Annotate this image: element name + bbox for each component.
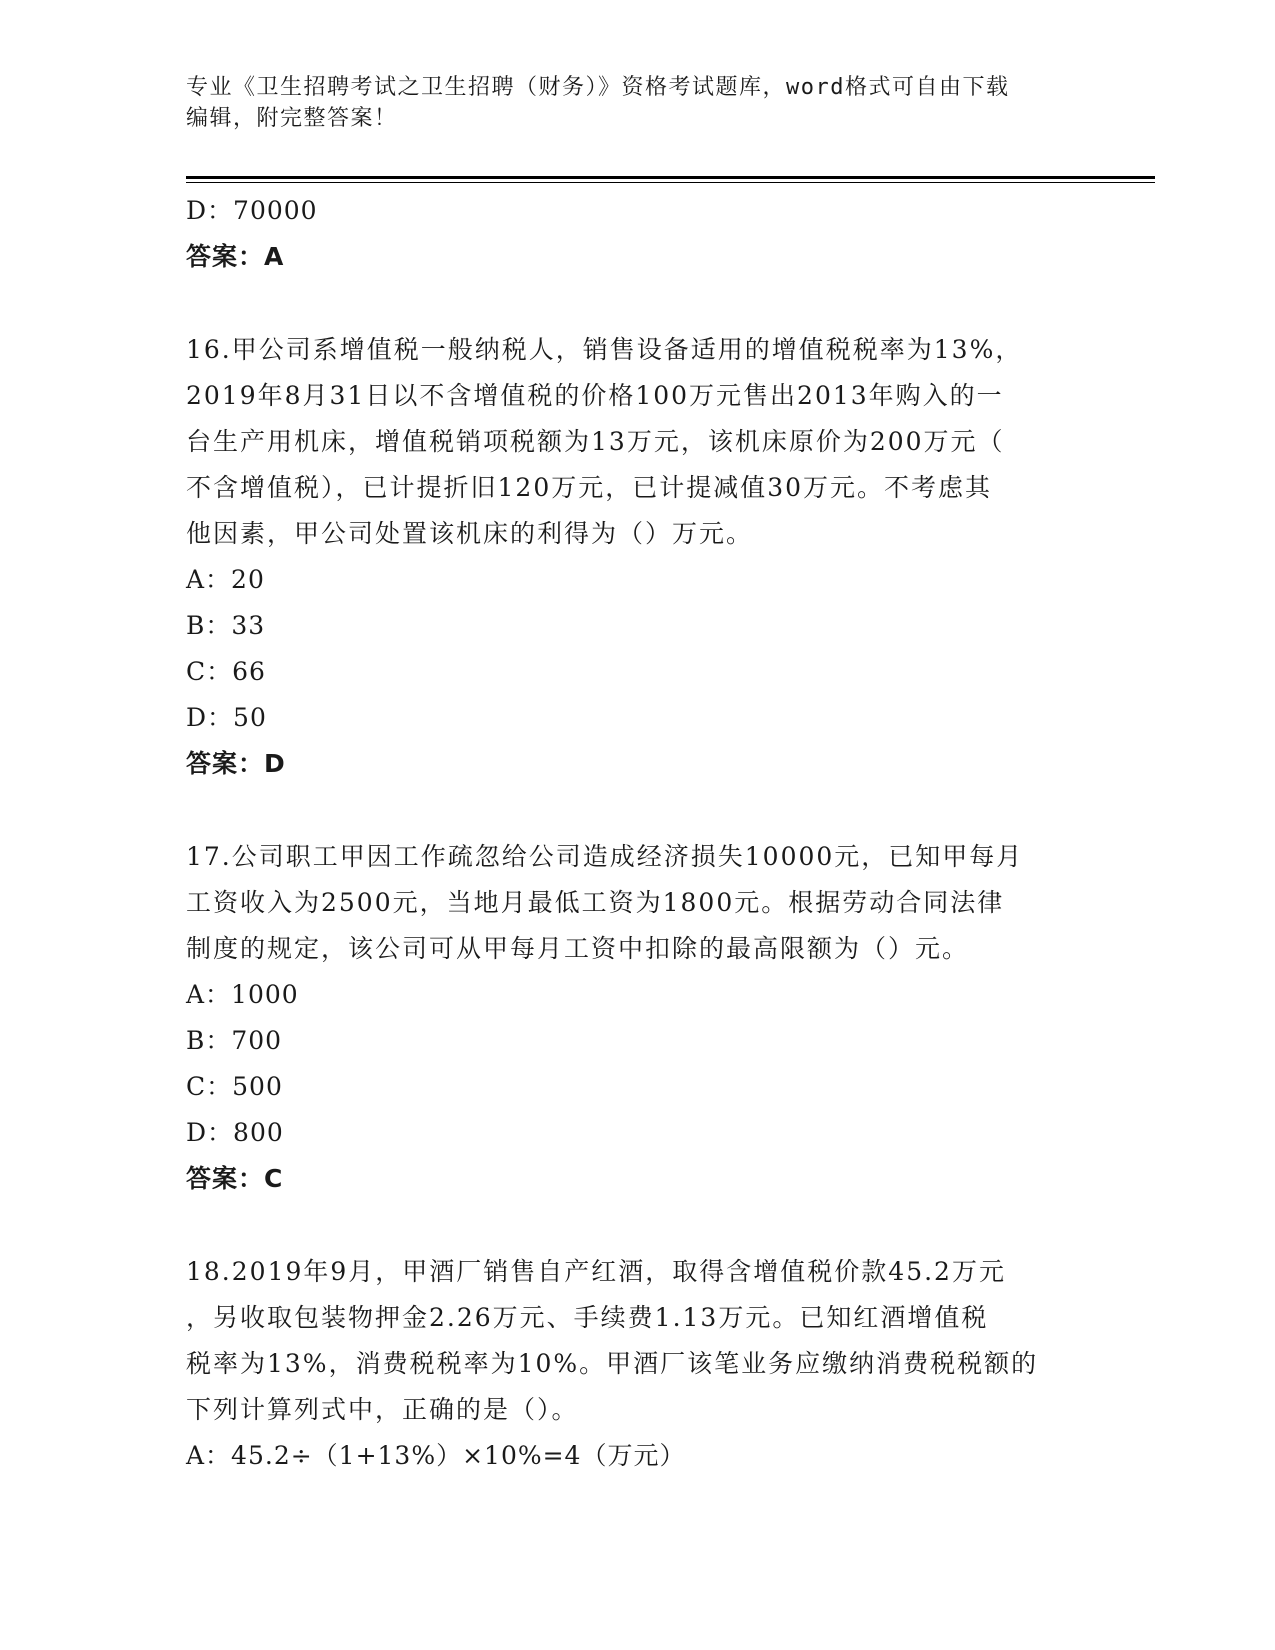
question-text-line: ，另收取包装物押金2.26万元、手续费1.13万元。已知红酒增值税 bbox=[186, 1303, 989, 1332]
question-text-line: 工资收入为2500元，当地月最低工资为1800元。根据劳动合同法律 bbox=[186, 888, 1005, 917]
spacer bbox=[186, 787, 1086, 834]
spacer bbox=[186, 280, 1086, 327]
header-divider-thin bbox=[186, 182, 1155, 183]
question-17-options bbox=[186, 972, 1086, 1202]
question-17 bbox=[186, 834, 1086, 972]
question-text-line: 他因素，甲公司处置该机床的利得为（）万元。 bbox=[186, 519, 754, 548]
option-b: B：700 bbox=[186, 1026, 283, 1055]
question-text-line: 16.甲公司系增值税一般纳税人，销售设备适用的增值税税率为13%， bbox=[186, 335, 1023, 364]
option-c: C：66 bbox=[186, 657, 266, 686]
question-text-line: 18.2019年9月，甲酒厂销售自产红酒，取得含增值税价款45.2万元 bbox=[186, 1257, 1006, 1286]
option-a: A：45.2÷（1+13%）×10%=4（万元） bbox=[186, 1441, 686, 1470]
option-d: D：50 bbox=[186, 703, 267, 732]
question-text-line: 税率为13%，消费税税率为10%。甲酒厂该笔业务应缴纳消费税税额的 bbox=[186, 1349, 1039, 1378]
option-d: D：800 bbox=[186, 1118, 284, 1147]
answer-line: 答案：A bbox=[186, 242, 285, 271]
question-text-line: 下列计算列式中，正确的是（）。 bbox=[186, 1395, 579, 1424]
question-16 bbox=[186, 327, 1086, 557]
header-line-1: 专业《卫生招聘考试之卫生招聘（财务）》资格考试题库，word格式可自由下载 bbox=[186, 75, 1010, 100]
answer-line: 答案：C bbox=[186, 1164, 284, 1193]
spacer bbox=[186, 1202, 1086, 1249]
option-d: D：70000 bbox=[186, 196, 318, 225]
question-text-line: 台生产用机床，增值税销项税额为13万元，该机床原价为200万元（ bbox=[186, 427, 1005, 456]
question-text-line: 不含增值税），已计提折旧120万元，已计提减值30万元。不考虑其 bbox=[186, 473, 993, 502]
page-header bbox=[186, 72, 1086, 134]
previous-question-tail bbox=[186, 188, 1086, 280]
question-text-line: 2019年8月31日以不含增值税的价格100万元售出2013年购入的一 bbox=[186, 381, 1004, 410]
question-18-options bbox=[186, 1433, 1086, 1479]
option-a: A：20 bbox=[186, 565, 265, 594]
header-line-2: 编辑，附完整答案！ bbox=[186, 106, 398, 131]
option-b: B：33 bbox=[186, 611, 266, 640]
document-body bbox=[186, 188, 1086, 1479]
question-text-line: 制度的规定，该公司可从甲每月工资中扣除的最高限额为（）元。 bbox=[186, 934, 970, 963]
option-c: C：500 bbox=[186, 1072, 283, 1101]
question-16-options bbox=[186, 557, 1086, 787]
header-divider-thick bbox=[186, 176, 1155, 179]
option-a: A：1000 bbox=[186, 980, 299, 1009]
question-text-line: 17.公司职工甲因工作疏忽给公司造成经济损失10000元，已知甲每月 bbox=[186, 842, 1024, 871]
answer-line: 答案：D bbox=[186, 749, 286, 778]
question-18 bbox=[186, 1249, 1086, 1433]
